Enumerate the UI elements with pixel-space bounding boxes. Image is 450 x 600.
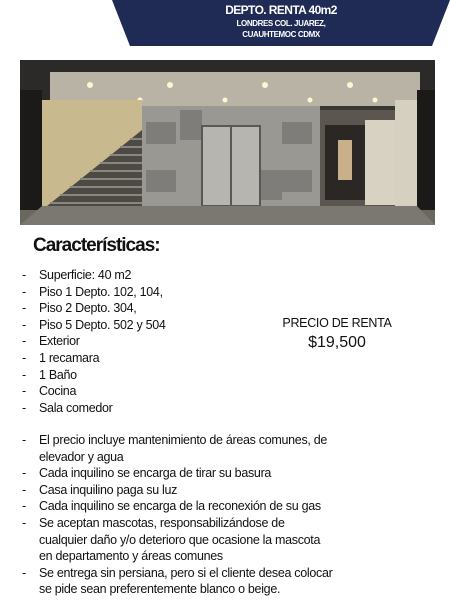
features-list	[22, 267, 166, 416]
note-text: Casa inquilino paga su luz	[39, 482, 178, 497]
bullet-dash: -	[22, 400, 26, 415]
feature-item	[22, 267, 166, 284]
note-item	[22, 498, 352, 515]
feature-item	[22, 300, 166, 317]
note-text: se pide sean preferentemente blanco o beige.	[39, 582, 281, 597]
bullet-dash: -	[22, 301, 26, 316]
note-text: cualquier daño y/o deterioro que ocasione la mascota	[39, 532, 321, 547]
feature-text: 1 recamara	[39, 350, 100, 365]
note-item	[22, 515, 352, 565]
bullet-dash: -	[22, 499, 26, 514]
price-block	[262, 316, 412, 352]
lobby-photo	[20, 60, 435, 225]
feature-item	[22, 367, 166, 384]
bullet-dash: -	[22, 466, 26, 481]
bullet-dash: -	[22, 482, 26, 497]
note-text: Cada inquilino se encarga de la reconexión de su gas	[39, 499, 321, 514]
feature-item	[22, 350, 166, 367]
feature-item	[22, 383, 166, 400]
feature-text: Exterior	[39, 334, 80, 349]
bullet-dash: -	[22, 433, 26, 447]
note-text: Se entrega sin persiana, pero si el cliente desea colocar	[39, 565, 333, 580]
feature-item	[22, 400, 166, 417]
price-label: PRECIO DE RENTA	[282, 316, 392, 330]
features-heading: Características:	[33, 235, 160, 256]
bullet-dash: -	[22, 284, 26, 299]
note-text: en departamento y áreas comunes	[39, 549, 223, 564]
bullet-dash: -	[22, 317, 26, 332]
note-item	[22, 565, 352, 598]
note-text: elevador y agua	[39, 449, 124, 464]
note-text: Se aceptan mascotas, responsabilizándose de	[39, 515, 285, 530]
note-text: El precio incluye mantenimiento de áreas comunes, de	[39, 433, 328, 447]
note-item	[22, 482, 352, 499]
note-text: Cada inquilino se encarga de tirar su basura	[39, 466, 272, 481]
notes-list	[22, 432, 352, 598]
feature-text: Sala comedor	[39, 400, 113, 415]
address-line-1: LONDRES COL. JUAREZ,	[236, 19, 326, 28]
feature-text: Piso 2 Depto. 304,	[39, 301, 137, 316]
feature-text: Cocina	[39, 384, 77, 399]
feature-text: Piso 5 Depto. 502 y 504	[39, 317, 166, 332]
price-value: $19,500	[308, 334, 366, 351]
feature-text: Piso 1 Depto. 102, 104,	[39, 284, 163, 299]
bullet-dash: -	[22, 367, 26, 382]
bullet-dash: -	[22, 350, 26, 365]
note-item	[22, 432, 352, 465]
feature-item	[22, 284, 166, 301]
listing-title: DEPTO. RENTA 40m2	[225, 3, 337, 17]
feature-text: Superficie: 40 m2	[39, 268, 132, 282]
note-item	[22, 465, 352, 482]
address-line-2: CUAUHTEMOC CDMX	[242, 30, 320, 39]
bullet-dash: -	[22, 565, 26, 580]
bullet-dash: -	[22, 268, 26, 282]
header-banner	[112, 0, 450, 46]
feature-item	[22, 333, 166, 350]
bullet-dash: -	[22, 384, 26, 399]
bullet-dash: -	[22, 515, 26, 530]
bullet-dash: -	[22, 334, 26, 349]
feature-text: 1 Baño	[39, 367, 77, 382]
feature-item	[22, 317, 166, 334]
